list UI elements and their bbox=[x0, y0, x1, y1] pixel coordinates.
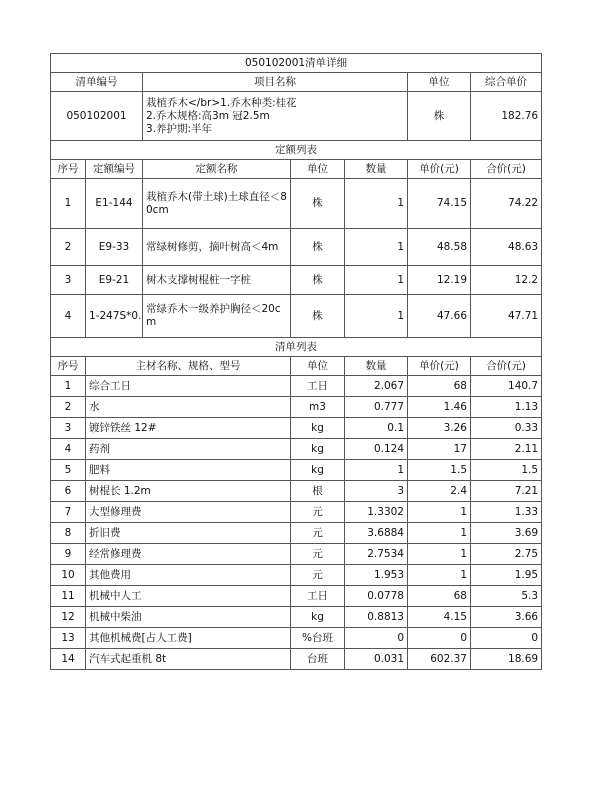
quota-code: E1-144 bbox=[86, 179, 143, 229]
material-name-header: 主材名称、规格、型号 bbox=[86, 357, 291, 376]
material-name: 其他机械费[占人工费] bbox=[86, 628, 291, 649]
material-total: 0 bbox=[471, 628, 542, 649]
material-qty: 1 bbox=[345, 460, 408, 481]
material-total: 1.5 bbox=[471, 460, 542, 481]
quota-name: 树木支撑树棍桩一字桩 bbox=[143, 266, 291, 295]
material-row bbox=[51, 397, 542, 418]
material-total: 1.95 bbox=[471, 565, 542, 586]
quota-qty: 1 bbox=[345, 266, 408, 295]
bill-price: 182.76 bbox=[471, 92, 542, 141]
quota-unit-header: 单位 bbox=[291, 160, 345, 179]
material-price: 68 bbox=[408, 586, 471, 607]
quota-qty: 1 bbox=[345, 229, 408, 266]
material-no: 2 bbox=[51, 397, 86, 418]
quota-qty: 1 bbox=[345, 295, 408, 338]
material-name: 药剂 bbox=[86, 439, 291, 460]
material-unit: 元 bbox=[291, 544, 345, 565]
material-no: 7 bbox=[51, 502, 86, 523]
material-row bbox=[51, 460, 542, 481]
material-price-header: 单价(元) bbox=[408, 357, 471, 376]
quota-total: 12.2 bbox=[471, 266, 542, 295]
bill-code: 050102001 bbox=[51, 92, 143, 141]
material-total: 7.21 bbox=[471, 481, 542, 502]
material-name: 肥料 bbox=[86, 460, 291, 481]
bill-name-line-2: 2.乔木规格:高3m 冠2.5m bbox=[146, 109, 270, 122]
quota-no-header: 序号 bbox=[51, 160, 86, 179]
material-qty: 0.8813 bbox=[345, 607, 408, 628]
bill-name-line-1: 栽植乔木</br>1.乔木种类:桂花 bbox=[146, 96, 297, 109]
material-unit: 元 bbox=[291, 502, 345, 523]
material-qty: 0.031 bbox=[345, 649, 408, 670]
quota-price-header: 单价(元) bbox=[408, 160, 471, 179]
material-row bbox=[51, 607, 542, 628]
material-row bbox=[51, 376, 542, 397]
material-name: 经常修理费 bbox=[86, 544, 291, 565]
material-name: 折旧费 bbox=[86, 523, 291, 544]
quota-row bbox=[51, 295, 542, 338]
quota-row bbox=[51, 229, 542, 266]
bill-name-header: 项目名称 bbox=[143, 73, 408, 92]
quota-total: 47.71 bbox=[471, 295, 542, 338]
material-name: 机械中柴油 bbox=[86, 607, 291, 628]
material-row bbox=[51, 502, 542, 523]
quota-unit: 株 bbox=[291, 295, 345, 338]
material-row bbox=[51, 586, 542, 607]
material-qty: 1.953 bbox=[345, 565, 408, 586]
material-name: 镀锌铁丝 12# bbox=[86, 418, 291, 439]
material-row bbox=[51, 544, 542, 565]
material-no: 3 bbox=[51, 418, 86, 439]
material-qty: 2.7534 bbox=[345, 544, 408, 565]
material-name: 大型修理费 bbox=[86, 502, 291, 523]
quota-unit: 株 bbox=[291, 229, 345, 266]
material-unit: kg bbox=[291, 460, 345, 481]
material-name: 机械中人工 bbox=[86, 586, 291, 607]
quota-price: 48.58 bbox=[408, 229, 471, 266]
material-total-header: 合价(元) bbox=[471, 357, 542, 376]
material-unit: 台班 bbox=[291, 649, 345, 670]
bill-unit: 株 bbox=[408, 92, 471, 141]
quota-total: 74.22 bbox=[471, 179, 542, 229]
material-name: 树棍长 1.2m bbox=[86, 481, 291, 502]
material-qty: 2.067 bbox=[345, 376, 408, 397]
material-unit: kg bbox=[291, 607, 345, 628]
material-price: 1 bbox=[408, 523, 471, 544]
material-qty: 0 bbox=[345, 628, 408, 649]
material-unit: 元 bbox=[291, 565, 345, 586]
quota-no: 4 bbox=[51, 295, 86, 338]
material-row bbox=[51, 628, 542, 649]
bill-code-header: 清单编号 bbox=[51, 73, 143, 92]
material-price: 0 bbox=[408, 628, 471, 649]
material-unit: kg bbox=[291, 439, 345, 460]
material-no: 6 bbox=[51, 481, 86, 502]
material-price: 1 bbox=[408, 544, 471, 565]
table-title: 050102001清单详细 bbox=[51, 54, 542, 73]
bill-detail-table bbox=[50, 53, 542, 670]
quota-total-header: 合价(元) bbox=[471, 160, 542, 179]
material-name: 汽车式起重机 8t bbox=[86, 649, 291, 670]
quota-name: 常绿树修剪，摘叶树高＜4m bbox=[143, 229, 291, 266]
material-name: 水 bbox=[86, 397, 291, 418]
material-qty: 3 bbox=[345, 481, 408, 502]
quota-code: E9-33 bbox=[86, 229, 143, 266]
material-no: 4 bbox=[51, 439, 86, 460]
material-qty: 3.6884 bbox=[345, 523, 408, 544]
material-no: 11 bbox=[51, 586, 86, 607]
material-price: 1 bbox=[408, 502, 471, 523]
quota-code-header: 定额编号 bbox=[86, 160, 143, 179]
material-total: 2.75 bbox=[471, 544, 542, 565]
quota-no: 1 bbox=[51, 179, 86, 229]
quota-price: 74.15 bbox=[408, 179, 471, 229]
material-section-title: 清单列表 bbox=[51, 338, 542, 357]
material-total: 0.33 bbox=[471, 418, 542, 439]
material-price: 1 bbox=[408, 565, 471, 586]
material-total: 1.13 bbox=[471, 397, 542, 418]
material-qty: 1.3302 bbox=[345, 502, 408, 523]
material-unit: kg bbox=[291, 418, 345, 439]
material-no: 12 bbox=[51, 607, 86, 628]
quota-unit: 株 bbox=[291, 179, 345, 229]
material-qty-header: 数量 bbox=[345, 357, 408, 376]
material-no: 14 bbox=[51, 649, 86, 670]
quota-price: 12.19 bbox=[408, 266, 471, 295]
material-unit: m3 bbox=[291, 397, 345, 418]
material-unit: 工日 bbox=[291, 376, 345, 397]
quota-row bbox=[51, 266, 542, 295]
quota-no: 2 bbox=[51, 229, 86, 266]
bill-price-header: 综合单价 bbox=[471, 73, 542, 92]
quota-section-title: 定额列表 bbox=[51, 141, 542, 160]
quota-row bbox=[51, 179, 542, 229]
material-no: 5 bbox=[51, 460, 86, 481]
material-row bbox=[51, 649, 542, 670]
material-total: 5.3 bbox=[471, 586, 542, 607]
material-no: 10 bbox=[51, 565, 86, 586]
material-no: 13 bbox=[51, 628, 86, 649]
material-price: 68 bbox=[408, 376, 471, 397]
material-row bbox=[51, 439, 542, 460]
material-price: 17 bbox=[408, 439, 471, 460]
material-no-header: 序号 bbox=[51, 357, 86, 376]
material-unit: %台班 bbox=[291, 628, 345, 649]
quota-no: 3 bbox=[51, 266, 86, 295]
quota-code: 1-247S*0. bbox=[86, 295, 143, 338]
material-unit: 根 bbox=[291, 481, 345, 502]
bill-unit-header: 单位 bbox=[408, 73, 471, 92]
material-qty: 0.1 bbox=[345, 418, 408, 439]
quota-code: E9-21 bbox=[86, 266, 143, 295]
material-total: 1.33 bbox=[471, 502, 542, 523]
material-price: 1.5 bbox=[408, 460, 471, 481]
material-row bbox=[51, 565, 542, 586]
quota-unit: 株 bbox=[291, 266, 345, 295]
quota-total: 48.63 bbox=[471, 229, 542, 266]
material-row bbox=[51, 523, 542, 544]
quota-name: 常绿乔木一级养护胸径＜20cm bbox=[143, 295, 291, 338]
bill-name bbox=[143, 92, 408, 141]
material-unit: 元 bbox=[291, 523, 345, 544]
quota-price: 47.66 bbox=[408, 295, 471, 338]
material-qty: 0.777 bbox=[345, 397, 408, 418]
bill-name-line-3: 3.养护期:半年 bbox=[146, 122, 213, 135]
material-price: 1.46 bbox=[408, 397, 471, 418]
material-unit-header: 单位 bbox=[291, 357, 345, 376]
material-qty: 0.0778 bbox=[345, 586, 408, 607]
material-price: 3.26 bbox=[408, 418, 471, 439]
material-total: 140.7 bbox=[471, 376, 542, 397]
material-total: 3.69 bbox=[471, 523, 542, 544]
quota-name-header: 定额名称 bbox=[143, 160, 291, 179]
material-row bbox=[51, 481, 542, 502]
material-unit: 工日 bbox=[291, 586, 345, 607]
material-total: 3.66 bbox=[471, 607, 542, 628]
quota-name: 栽植乔木(带土球)土球直径＜80cm bbox=[143, 179, 291, 229]
material-name: 其他费用 bbox=[86, 565, 291, 586]
material-no: 1 bbox=[51, 376, 86, 397]
material-no: 8 bbox=[51, 523, 86, 544]
quota-qty: 1 bbox=[345, 179, 408, 229]
material-price: 602.37 bbox=[408, 649, 471, 670]
material-total: 2.11 bbox=[471, 439, 542, 460]
material-total: 18.69 bbox=[471, 649, 542, 670]
material-no: 9 bbox=[51, 544, 86, 565]
material-row bbox=[51, 418, 542, 439]
material-price: 2.4 bbox=[408, 481, 471, 502]
quota-qty-header: 数量 bbox=[345, 160, 408, 179]
material-qty: 0.124 bbox=[345, 439, 408, 460]
material-price: 4.15 bbox=[408, 607, 471, 628]
material-name: 综合工日 bbox=[86, 376, 291, 397]
